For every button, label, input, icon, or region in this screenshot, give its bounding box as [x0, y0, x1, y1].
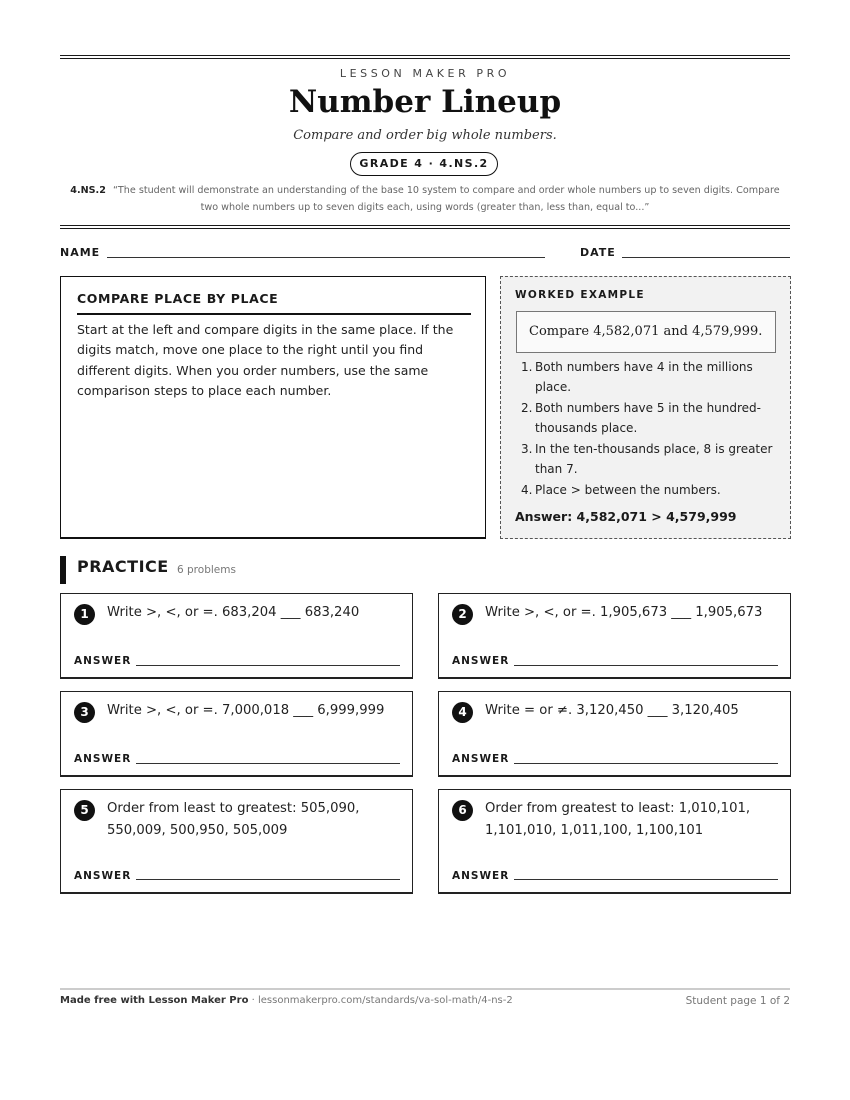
- footer-url[interactable]: lessonmakerpro.com/standards/va-sol-math/4-ns-2: [257, 995, 513, 1006]
- date-label: DATE: [580, 246, 616, 259]
- practice-accent-bar: [60, 556, 66, 584]
- problem-number-badge: 6: [452, 800, 473, 821]
- answer-label: ANSWER: [452, 655, 510, 667]
- grade-badge: GRADE 4 · 4.NS.2: [350, 152, 498, 176]
- practice-count: 6 problems: [177, 564, 236, 576]
- standard-code: 4.NS.2: [70, 185, 106, 196]
- answer-line[interactable]: [136, 665, 400, 666]
- example-step: [515, 481, 777, 501]
- problem-card-4: [438, 691, 791, 777]
- answer-label: ANSWER: [74, 655, 132, 667]
- answer-line[interactable]: [514, 879, 778, 880]
- step-text: In the ten-thousands place, 8 is greater than 7.: [535, 442, 773, 476]
- answer-label: ANSWER: [74, 753, 132, 765]
- step-number: 3.: [521, 442, 533, 456]
- step-text: Both numbers have 4 in the millions place.: [535, 360, 753, 394]
- step-number: 4.: [521, 483, 533, 497]
- top-rule: [60, 55, 790, 56]
- footer-rule: [60, 988, 790, 990]
- problem-number-badge: 2: [452, 604, 473, 625]
- problem-card-1: [60, 593, 413, 679]
- step-number: 1.: [521, 360, 533, 374]
- header-bottom-rule-inner: [60, 228, 790, 229]
- problem-number-badge: 3: [74, 702, 95, 723]
- brand-name: LESSON MAKER PRO: [339, 67, 511, 80]
- problem-prompt: Write >, <, or =. 683,204 ___ 683,240: [107, 605, 360, 620]
- footer-page-number: Student page 1 of 2: [685, 995, 790, 1007]
- page-subtitle: Compare and order big whole numbers.: [293, 128, 557, 143]
- answer-label: ANSWER: [452, 870, 510, 882]
- problem-prompt: Order from least to greatest: 505,090, 550,009, 500,950, 505,009: [107, 801, 360, 838]
- problem-number-badge: 4: [452, 702, 473, 723]
- problem-prompt: Write = or ≠. 3,120,450 ___ 3,120,405: [485, 703, 739, 718]
- concept-body: Start at the left and compare digits in the same place. If the digits match, move one place to the right until you find different digits. When you order numbers, use the same comparison steps to place each number.: [77, 322, 454, 399]
- worked-example-box: [500, 276, 791, 539]
- concept-rule: [77, 313, 471, 315]
- example-step: [515, 358, 777, 397]
- worked-example-title: WORKED EXAMPLE: [515, 289, 645, 301]
- name-line[interactable]: [107, 257, 545, 258]
- step-number: 2.: [521, 401, 533, 415]
- answer-line[interactable]: [136, 879, 400, 880]
- name-label: NAME: [60, 246, 101, 259]
- standard-description: [70, 182, 780, 216]
- worked-example-steps: [515, 358, 777, 503]
- problem-prompt: Order from greatest to least: 1,010,101, 1,101,010, 1,011,100, 1,100,101: [485, 801, 751, 838]
- worked-example-answer: Answer: 4,582,071 > 4,579,999: [515, 509, 737, 524]
- header-bottom-rule: [60, 225, 790, 226]
- problem-number-badge: 1: [74, 604, 95, 625]
- problem-card-5: [60, 789, 413, 894]
- problem-card-6: [438, 789, 791, 894]
- concept-box: [60, 276, 486, 539]
- answer-line[interactable]: [136, 763, 400, 764]
- answer-label: ANSWER: [452, 753, 510, 765]
- footer-brand: Made free with Lesson Maker Pro: [60, 995, 249, 1006]
- page-title: Number Lineup: [288, 84, 562, 120]
- top-rule-inner: [60, 58, 790, 59]
- example-step: [515, 399, 777, 438]
- answer-line[interactable]: [514, 665, 778, 666]
- problem-number-badge: 5: [74, 800, 95, 821]
- step-text: Place > between the numbers.: [535, 483, 721, 497]
- footer-credit: [60, 995, 513, 1006]
- example-step: [515, 440, 777, 479]
- problem-card-2: [438, 593, 791, 679]
- problem-card-3: [60, 691, 413, 777]
- problem-prompt: Write >, <, or =. 1,905,673 ___ 1,905,673: [485, 605, 763, 620]
- footer-separator: ·: [248, 995, 258, 1006]
- step-text: Both numbers have 5 in the hundred-thousands place.: [535, 401, 762, 435]
- concept-title: COMPARE PLACE BY PLACE: [77, 291, 279, 306]
- date-line[interactable]: [622, 257, 790, 258]
- worked-example-problem: Compare 4,582,071 and 4,579,999.: [516, 311, 776, 353]
- answer-line[interactable]: [514, 763, 778, 764]
- practice-title: PRACTICE: [77, 557, 169, 576]
- problem-prompt: Write >, <, or =. 7,000,018 ___ 6,999,999: [107, 703, 385, 718]
- standard-text: “The student will demonstrate an understanding of the base 10 system to compare and order whole numbers up to seven digits. Compare two whole numbers up to seven digits each, using words (greater than, less than, equal to...”: [112, 185, 780, 213]
- answer-label: ANSWER: [74, 870, 132, 882]
